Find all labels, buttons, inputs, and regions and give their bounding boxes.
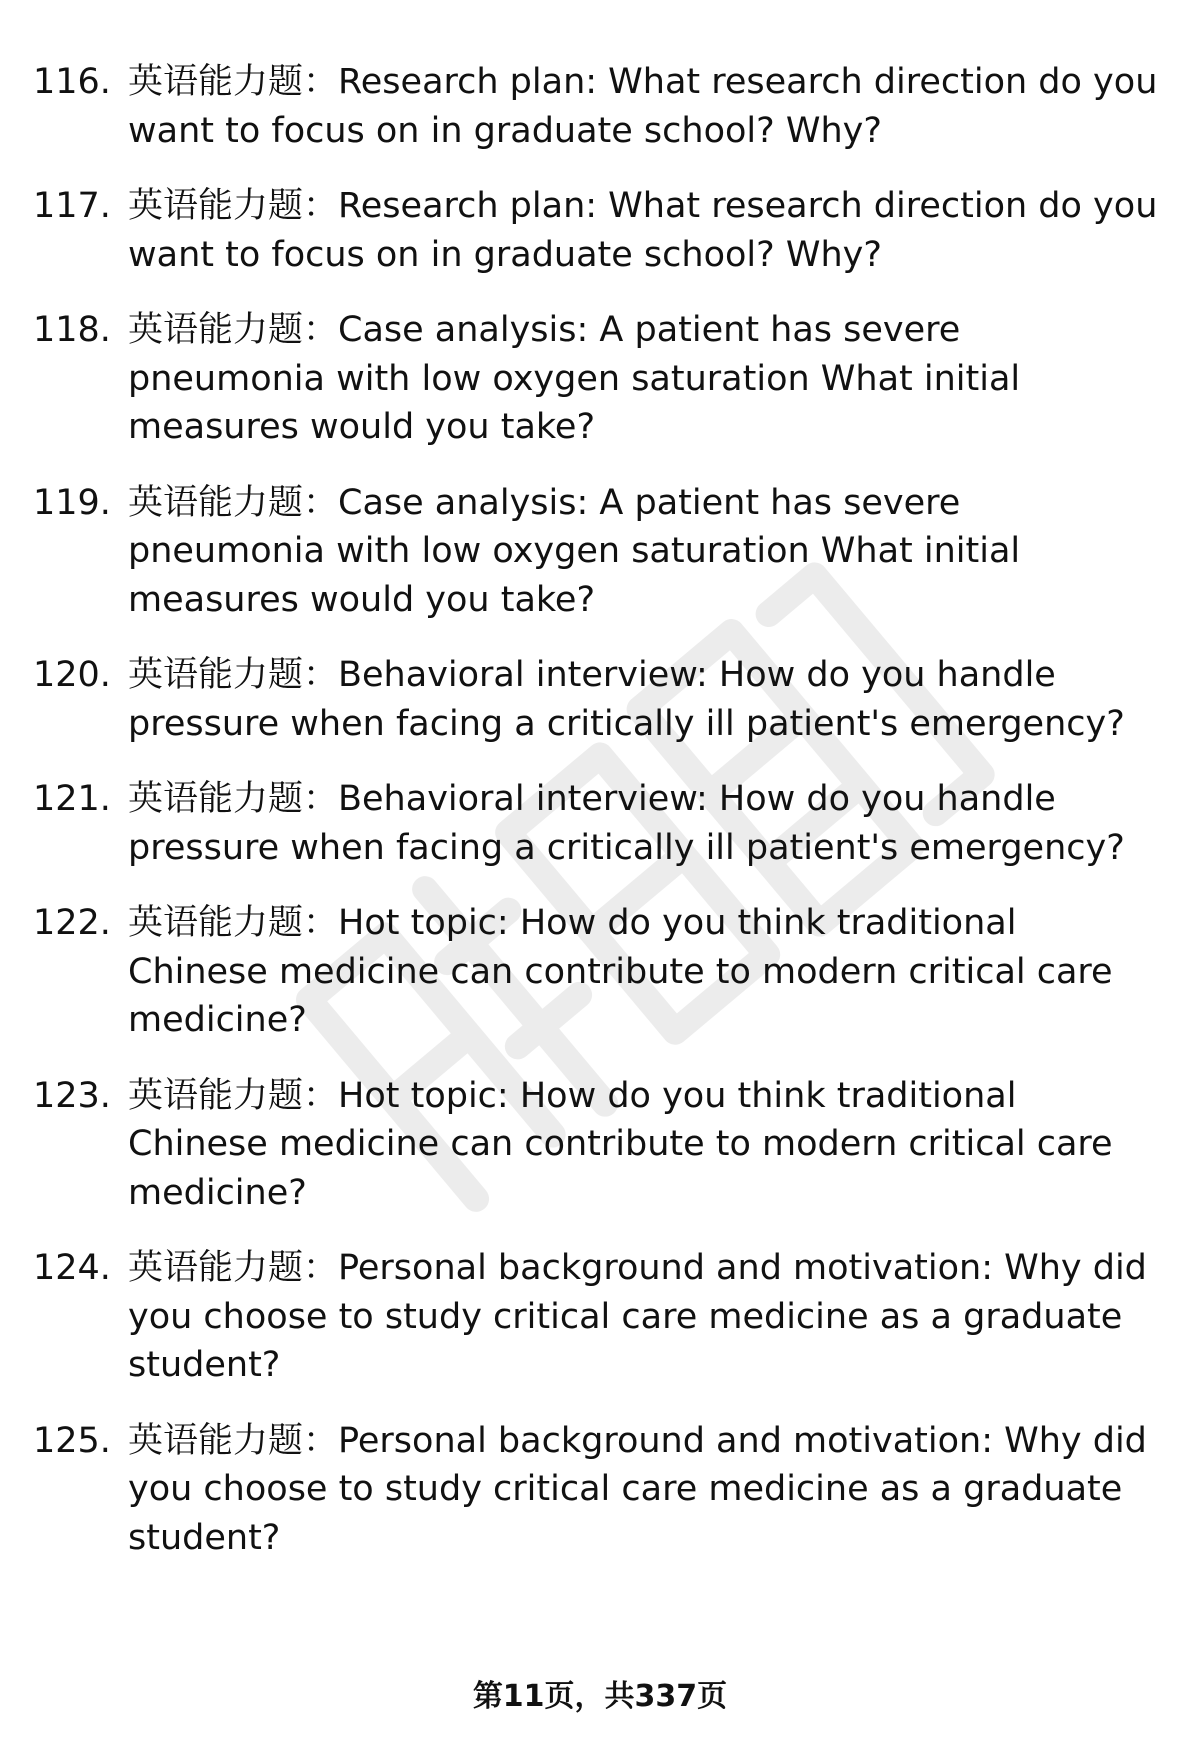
list-item — [0, 58, 1200, 155]
question-number: 116. — [33, 62, 111, 102]
page-footer: 第11页，共337页 — [472, 1679, 728, 1714]
question-number: 121. — [33, 779, 111, 819]
question-text: Personal background and motivation: Why did you choose to study critical care medicine as a graduate student? — [128, 1248, 1147, 1385]
question-number: 118. — [33, 310, 111, 350]
question-text: Personal background and motivation: Why did you choose to study critical care medicine as a graduate student? — [128, 1420, 1147, 1558]
list-item — [0, 775, 1200, 872]
list-item — [0, 479, 1200, 625]
question-text: Research plan: What research direction do you want to focus on in graduate school? Why? — [128, 186, 1158, 275]
question-list — [0, 58, 1200, 1589]
question-number: 124. — [33, 1248, 111, 1288]
question-text: Hot topic: How do you think traditional Chinese medicine can contribute to modern critical care medicine? — [128, 1075, 1113, 1213]
question-number: 125. — [33, 1420, 111, 1461]
list-item — [0, 182, 1200, 279]
question-text: Case analysis: A patient has severe pneumonia with low oxygen saturation What initial measures would you take? — [128, 310, 1021, 447]
question-number: 123. — [33, 1075, 111, 1116]
question-category: 英语能力题： — [128, 903, 339, 943]
question-category: 英语能力题： — [128, 62, 339, 102]
list-item — [0, 899, 1200, 1045]
question-text: Hot topic: How do you think traditional Chinese medicine can contribute to modern critical care medicine? — [128, 903, 1113, 1040]
question-category: 英语能力题： — [128, 779, 339, 819]
question-category: 英语能力题： — [128, 655, 339, 695]
list-item — [0, 651, 1200, 748]
question-text: Research plan: What research direction do you want to focus on in graduate school? Why? — [128, 62, 1158, 151]
question-number: 122. — [33, 903, 111, 943]
question-category: 英语能力题： — [128, 186, 339, 226]
question-number: 119. — [33, 482, 111, 523]
list-item — [0, 306, 1200, 452]
question-number: 120. — [33, 655, 111, 695]
question-category: 英语能力题： — [128, 1420, 339, 1461]
question-category: 英语能力题： — [128, 1075, 339, 1116]
question-category: 英语能力题： — [128, 1248, 339, 1288]
question-text: Behavioral interview: How do you handle pressure when facing a critically ill patient's emergency? — [128, 779, 1125, 868]
question-number: 117. — [33, 186, 111, 226]
question-category: 英语能力题： — [128, 482, 339, 523]
question-category: 英语能力题： — [128, 310, 339, 350]
question-text: Behavioral interview: How do you handle pressure when facing a critically ill patient's emergency? — [128, 655, 1125, 744]
list-item — [0, 1417, 1200, 1563]
question-text: Case analysis: A patient has severe pneumonia with low oxygen saturation What initial measures would you take? — [128, 482, 1021, 620]
list-item — [0, 1072, 1200, 1218]
list-item — [0, 1244, 1200, 1390]
